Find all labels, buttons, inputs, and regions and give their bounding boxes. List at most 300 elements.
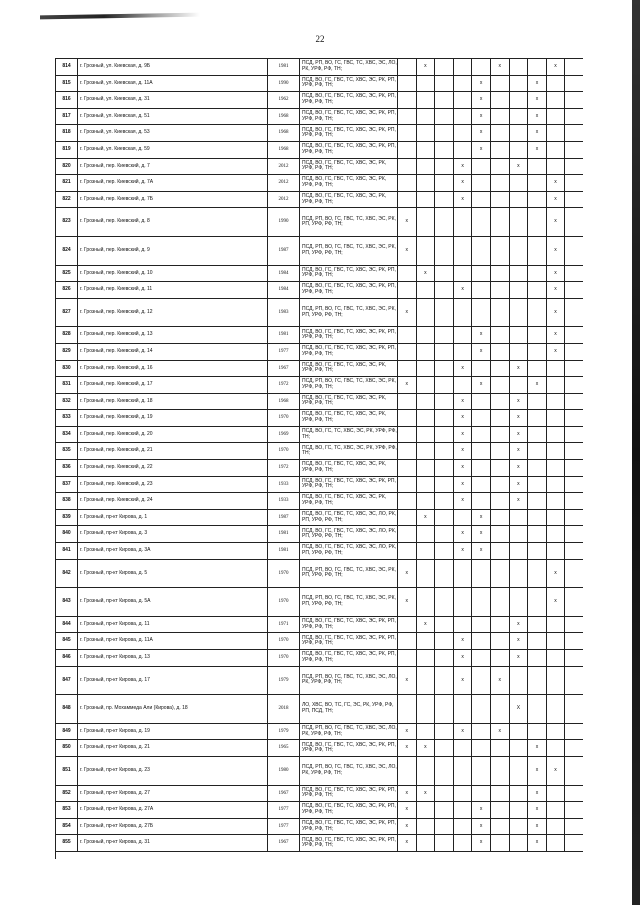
year-cell: 1968 bbox=[268, 142, 300, 158]
work-mark-cell bbox=[398, 282, 417, 298]
row-number: 843 bbox=[56, 588, 78, 616]
work-mark-cell bbox=[528, 543, 547, 559]
work-mark-cell bbox=[398, 427, 417, 443]
row-number: 834 bbox=[56, 427, 78, 443]
work-mark-cell bbox=[528, 192, 547, 208]
work-mark-cell: x bbox=[547, 59, 566, 75]
work-mark-cell bbox=[491, 526, 510, 542]
work-mark-cell bbox=[435, 757, 454, 785]
work-mark-cell: x bbox=[547, 588, 566, 616]
table-row bbox=[56, 142, 583, 159]
work-mark-cell bbox=[417, 526, 436, 542]
row-number: 829 bbox=[56, 344, 78, 360]
work-mark-cell bbox=[472, 394, 491, 410]
works-list-cell: ПСД, ВО, ГС, ГВС, ТС, ХВС, ЭС, РК, УРФ, РФ, ТН; bbox=[300, 410, 398, 426]
year-cell: 1987 bbox=[268, 510, 300, 526]
work-mark-cell bbox=[547, 460, 566, 476]
work-mark-cell bbox=[454, 617, 473, 633]
work-mark-cell bbox=[398, 633, 417, 649]
work-mark-cell bbox=[398, 159, 417, 175]
work-mark-cell bbox=[454, 819, 473, 835]
works-list-cell: ПСД, ВО, ГС, ГВС, ТС, ХВС, ЭС, РК, УРФ, РФ, ТН; bbox=[300, 159, 398, 175]
work-mark-cell bbox=[510, 59, 529, 75]
row-number: 835 bbox=[56, 443, 78, 459]
address-cell: г. Грозный, пр-кт Кирова, д. 5А bbox=[78, 588, 268, 616]
table-row bbox=[56, 695, 583, 724]
works-list-cell: ПСД, РП, ВО, ГС, ГВС, ТС, ХВС, ЭС, ЛО, РК, УРФ, РФ, ТН; bbox=[300, 724, 398, 740]
work-mark-cell bbox=[472, 175, 491, 191]
work-mark-cell bbox=[398, 192, 417, 208]
work-mark-cell bbox=[398, 650, 417, 666]
work-mark-cell bbox=[528, 299, 547, 327]
work-mark-cell bbox=[454, 125, 473, 141]
work-mark-cell bbox=[435, 377, 454, 393]
work-mark-cell bbox=[435, 427, 454, 443]
table-row bbox=[56, 526, 583, 543]
work-mark-cell bbox=[528, 159, 547, 175]
work-mark-cell: x bbox=[547, 282, 566, 298]
year-cell: 1981 bbox=[268, 327, 300, 343]
work-mark-cell bbox=[454, 835, 473, 851]
work-mark-cell bbox=[398, 695, 417, 723]
table-row bbox=[56, 109, 583, 126]
table-row bbox=[56, 724, 583, 741]
work-mark-cell bbox=[547, 410, 566, 426]
work-mark-cell: x bbox=[510, 633, 529, 649]
table-row bbox=[56, 633, 583, 650]
work-mark-cell bbox=[454, 786, 473, 802]
work-mark-cell: x bbox=[547, 175, 566, 191]
work-mark-cell bbox=[528, 394, 547, 410]
work-mark-cell bbox=[417, 724, 436, 740]
table-row bbox=[56, 175, 583, 192]
work-mark-cell bbox=[528, 510, 547, 526]
work-mark-cell: x bbox=[547, 266, 566, 282]
work-mark-cell bbox=[547, 819, 566, 835]
work-mark-cell bbox=[528, 208, 547, 236]
work-mark-cell: x bbox=[472, 377, 491, 393]
work-mark-cell bbox=[417, 299, 436, 327]
work-mark-cell bbox=[510, 724, 529, 740]
work-mark-cell bbox=[528, 344, 547, 360]
work-mark-cell bbox=[528, 175, 547, 191]
work-mark-cell bbox=[510, 835, 529, 851]
work-mark-cell: x bbox=[510, 427, 529, 443]
address-cell: г. Грозный, пр-кт Кирова, д. 23 bbox=[78, 757, 268, 785]
works-list-cell: ПСД, ВО, ГС, ГВС, ТС, ХВС, ЭС, РК, РП, УРФ, РФ, ТН; bbox=[300, 92, 398, 108]
work-mark-cell bbox=[472, 443, 491, 459]
work-mark-cell bbox=[435, 560, 454, 588]
table-row bbox=[56, 92, 583, 109]
work-mark-cell bbox=[398, 92, 417, 108]
table-row bbox=[56, 361, 583, 378]
work-mark-cell: x bbox=[510, 394, 529, 410]
work-mark-cell bbox=[547, 394, 566, 410]
year-cell: 1970 bbox=[268, 588, 300, 616]
row-number: 851 bbox=[56, 757, 78, 785]
year-cell: 1970 bbox=[268, 410, 300, 426]
work-mark-cell bbox=[417, 159, 436, 175]
work-mark-cell bbox=[491, 410, 510, 426]
works-list-cell: ПСД, ВО, ГС, ГВС, ТС, ХВС, ЭС, РК, РП, УРФ, РФ, ТН; bbox=[300, 786, 398, 802]
work-mark-cell bbox=[510, 299, 529, 327]
work-mark-cell bbox=[472, 282, 491, 298]
work-mark-cell bbox=[398, 443, 417, 459]
row-number: 852 bbox=[56, 786, 78, 802]
work-mark-cell bbox=[398, 125, 417, 141]
work-mark-cell bbox=[454, 109, 473, 125]
works-list-cell: ПСД, ВО, ГС, ГВС, ТС, ХВС, ЭС, РК, РП, УРФ, РФ, ТН; bbox=[300, 109, 398, 125]
work-mark-cell bbox=[528, 526, 547, 542]
table-row bbox=[56, 543, 583, 560]
work-mark-cell bbox=[472, 650, 491, 666]
work-mark-cell bbox=[472, 724, 491, 740]
address-cell: г. Грозный, пр-кт Кирова, д. 3А bbox=[78, 543, 268, 559]
year-cell: 1970 bbox=[268, 633, 300, 649]
work-mark-cell bbox=[398, 361, 417, 377]
work-mark-cell bbox=[510, 667, 529, 695]
works-list-cell: ПСД, ВО, ГС, ГВС, ТС, ХВС, ЭС, РК, РП, УРФ, РФ, ТН; bbox=[300, 633, 398, 649]
row-number: 822 bbox=[56, 192, 78, 208]
work-mark-cell: x bbox=[510, 617, 529, 633]
work-mark-cell bbox=[491, 617, 510, 633]
work-mark-cell: x bbox=[454, 477, 473, 493]
table-row bbox=[56, 667, 583, 696]
work-mark-cell bbox=[417, 92, 436, 108]
work-mark-cell: x bbox=[510, 460, 529, 476]
work-mark-cell: x bbox=[472, 344, 491, 360]
work-mark-cell bbox=[454, 560, 473, 588]
row-number: 833 bbox=[56, 410, 78, 426]
work-mark-cell bbox=[547, 617, 566, 633]
work-mark-cell bbox=[528, 460, 547, 476]
address-cell: г. Грозный, ул. Киевская, д. 31 bbox=[78, 92, 268, 108]
year-cell: 1980 bbox=[268, 757, 300, 785]
work-mark-cell bbox=[472, 299, 491, 327]
table-row bbox=[56, 327, 583, 344]
year-cell: 1969 bbox=[268, 427, 300, 443]
work-mark-cell bbox=[435, 510, 454, 526]
work-mark-cell bbox=[491, 266, 510, 282]
work-mark-cell bbox=[491, 802, 510, 818]
work-mark-cell bbox=[547, 510, 566, 526]
year-cell: 1967 bbox=[268, 786, 300, 802]
row-number: 850 bbox=[56, 740, 78, 756]
work-mark-cell bbox=[528, 327, 547, 343]
work-mark-cell bbox=[491, 786, 510, 802]
table-row bbox=[56, 282, 583, 299]
work-mark-cell bbox=[398, 493, 417, 509]
work-mark-cell bbox=[398, 526, 417, 542]
works-list-cell: ПСД, ВО, ГС, ГВС, ТС, ХВС, ЭС, РК, РП, УРФ, РФ, ТН; bbox=[300, 835, 398, 851]
work-mark-cell: x bbox=[472, 835, 491, 851]
work-mark-cell bbox=[472, 477, 491, 493]
work-mark-cell bbox=[547, 142, 566, 158]
table-row bbox=[56, 266, 583, 283]
work-mark-cell bbox=[435, 344, 454, 360]
year-cell: 1981 bbox=[268, 59, 300, 75]
work-mark-cell bbox=[528, 477, 547, 493]
work-mark-cell: x bbox=[472, 142, 491, 158]
work-mark-cell bbox=[417, 757, 436, 785]
work-mark-cell bbox=[435, 59, 454, 75]
page-number: 22 bbox=[315, 34, 325, 44]
work-mark-cell bbox=[528, 724, 547, 740]
works-list-cell: ПСД, ВО, ГС, ГВС, ТС, ХВС, ЭС, РК, РП, УРФ, РФ, ТН; bbox=[300, 327, 398, 343]
year-cell: 1970 bbox=[268, 443, 300, 459]
work-mark-cell: x bbox=[528, 819, 547, 835]
work-mark-cell: x bbox=[398, 835, 417, 851]
works-list-cell: ПСД, ВО, ГС, ГВС, ТС, ХВС, ЭС, РК, УРФ, РФ, ТН; bbox=[300, 361, 398, 377]
works-list-cell: ПСД, ВО, ГС, ГВС, ТС, ХВС, ЭС, РК, РП, УРФ, РФ, ТН; bbox=[300, 617, 398, 633]
year-cell: 1970 bbox=[268, 560, 300, 588]
work-mark-cell: x bbox=[454, 427, 473, 443]
work-mark-cell bbox=[510, 543, 529, 559]
work-mark-cell bbox=[435, 361, 454, 377]
table-row bbox=[56, 344, 583, 361]
work-mark-cell bbox=[454, 588, 473, 616]
row-number: 836 bbox=[56, 460, 78, 476]
work-mark-cell bbox=[547, 526, 566, 542]
work-mark-cell bbox=[398, 109, 417, 125]
work-mark-cell bbox=[435, 835, 454, 851]
work-mark-cell bbox=[491, 327, 510, 343]
work-mark-cell bbox=[472, 237, 491, 265]
work-mark-cell bbox=[417, 650, 436, 666]
work-mark-cell bbox=[435, 394, 454, 410]
work-mark-cell bbox=[491, 377, 510, 393]
work-mark-cell bbox=[547, 650, 566, 666]
work-mark-cell: x bbox=[528, 125, 547, 141]
work-mark-cell bbox=[510, 819, 529, 835]
work-mark-cell bbox=[547, 427, 566, 443]
year-cell: 1962 bbox=[268, 92, 300, 108]
work-mark-cell bbox=[547, 76, 566, 92]
works-list-cell: ЛО, ХВС, ВО, ТС, ГС, ЭС, РК, УРФ, РФ, РП, ПСД, ТН; bbox=[300, 695, 398, 723]
work-mark-cell bbox=[454, 299, 473, 327]
work-mark-cell bbox=[491, 633, 510, 649]
work-mark-cell: x bbox=[491, 59, 510, 75]
works-list-cell: ПСД, ВО, ГС, ГВС, ТС, ХВС, ЭС, ЛО, РК, РП, УРФ, РФ, ТН; bbox=[300, 526, 398, 542]
work-mark-cell: x bbox=[398, 237, 417, 265]
work-mark-cell bbox=[528, 59, 547, 75]
work-mark-cell bbox=[547, 667, 566, 695]
work-mark-cell bbox=[547, 835, 566, 851]
table-row bbox=[56, 208, 583, 237]
row-number: 844 bbox=[56, 617, 78, 633]
work-mark-cell bbox=[528, 282, 547, 298]
work-mark-cell: x bbox=[510, 493, 529, 509]
work-mark-cell bbox=[547, 361, 566, 377]
works-list-cell: ПСД, ВО, ГС, ГВС, ТС, ХВС, ЭС, РК, РП, УРФ, РФ, ТН; bbox=[300, 344, 398, 360]
row-number: 848 bbox=[56, 695, 78, 723]
work-mark-cell bbox=[510, 282, 529, 298]
work-mark-cell bbox=[417, 633, 436, 649]
work-mark-cell bbox=[435, 327, 454, 343]
work-mark-cell: x bbox=[454, 543, 473, 559]
address-cell: г. Грозный, пр-кт Кирова, д. 27А bbox=[78, 802, 268, 818]
work-mark-cell: x bbox=[454, 361, 473, 377]
work-mark-cell bbox=[417, 125, 436, 141]
work-mark-cell bbox=[547, 477, 566, 493]
work-mark-cell: x bbox=[547, 299, 566, 327]
work-mark-cell bbox=[510, 377, 529, 393]
work-mark-cell: x bbox=[472, 819, 491, 835]
row-number: 824 bbox=[56, 237, 78, 265]
work-mark-cell: x bbox=[454, 460, 473, 476]
work-mark-cell bbox=[435, 159, 454, 175]
work-mark-cell bbox=[472, 588, 491, 616]
work-mark-cell bbox=[547, 633, 566, 649]
works-list-cell: ПСД, ВО, ГС, ГВС, ТС, ХВС, ЭС, ЛО, РК, РП, УРФ, РФ, ТН; bbox=[300, 543, 398, 559]
work-mark-cell bbox=[417, 667, 436, 695]
work-mark-cell: x bbox=[547, 208, 566, 236]
work-mark-cell: x bbox=[454, 282, 473, 298]
row-number: 832 bbox=[56, 394, 78, 410]
table-row bbox=[56, 510, 583, 527]
work-mark-cell: x bbox=[510, 477, 529, 493]
year-cell: 1970 bbox=[268, 650, 300, 666]
work-mark-cell bbox=[417, 142, 436, 158]
year-cell: 1977 bbox=[268, 802, 300, 818]
work-mark-cell bbox=[417, 477, 436, 493]
address-cell: г. Грозный, пер. Киевский, д. 12 bbox=[78, 299, 268, 327]
work-mark-cell bbox=[435, 695, 454, 723]
year-cell: 1977 bbox=[268, 344, 300, 360]
table-row bbox=[56, 802, 583, 819]
work-mark-cell bbox=[472, 786, 491, 802]
work-mark-cell bbox=[435, 786, 454, 802]
work-mark-cell bbox=[491, 237, 510, 265]
work-mark-cell bbox=[454, 510, 473, 526]
table-row bbox=[56, 819, 583, 836]
year-cell: 1968 bbox=[268, 109, 300, 125]
work-mark-cell: x bbox=[472, 109, 491, 125]
work-mark-cell: x bbox=[398, 802, 417, 818]
address-cell: г. Грозный, пер. Киевский, д. 7А bbox=[78, 175, 268, 191]
work-mark-cell bbox=[472, 59, 491, 75]
work-mark-cell bbox=[398, 410, 417, 426]
year-cell: 1984 bbox=[268, 266, 300, 282]
work-mark-cell bbox=[454, 208, 473, 236]
work-mark-cell: x bbox=[528, 92, 547, 108]
work-mark-cell: x bbox=[454, 159, 473, 175]
row-number: 820 bbox=[56, 159, 78, 175]
table-row bbox=[56, 237, 583, 266]
works-list-cell: ПСД, ВО, ГС, ГВС, ТС, ХВС, ЭС, РК, РП, УРФ, РФ, ТН; bbox=[300, 125, 398, 141]
work-mark-cell bbox=[417, 76, 436, 92]
work-mark-cell bbox=[491, 76, 510, 92]
work-mark-cell bbox=[398, 327, 417, 343]
year-cell: 2012 bbox=[268, 175, 300, 191]
work-mark-cell bbox=[491, 394, 510, 410]
works-list-cell: ПСД, ВО, ГС, ТС, ХВС, ЭС, РК, УРФ, РФ, ТН; bbox=[300, 443, 398, 459]
works-list-cell: ПСД, РП, ВО, ГС, ГВС, ТС, ХВС, ЭС, ЛО, РК, УРФ, РФ, ТН; bbox=[300, 59, 398, 75]
table-row bbox=[56, 377, 583, 394]
row-number: 830 bbox=[56, 361, 78, 377]
work-mark-cell bbox=[398, 344, 417, 360]
table-row bbox=[56, 59, 583, 76]
work-mark-cell bbox=[435, 802, 454, 818]
works-list-cell: ПСД, ВО, ГС, ГВС, ТС, ХВС, ЭС, РК, УРФ, РФ, ТН; bbox=[300, 175, 398, 191]
work-mark-cell bbox=[417, 802, 436, 818]
work-mark-cell: x bbox=[417, 617, 436, 633]
work-mark-cell bbox=[435, 633, 454, 649]
works-list-cell: ПСД, ВО, ГС, ГВС, ТС, ХВС, ЭС, ЛО, РК, РП, УРФ, РФ, ТН; bbox=[300, 510, 398, 526]
works-list-cell: ПСД, РП, ВО, ГС, ГВС, ТС, ХВС, ЭС, РК, РП, УРФ, РФ, ТН; bbox=[300, 237, 398, 265]
work-mark-cell: x bbox=[454, 493, 473, 509]
work-mark-cell bbox=[510, 142, 529, 158]
work-mark-cell bbox=[491, 159, 510, 175]
address-cell: г. Грозный, пер. Киевский, д. 16 bbox=[78, 361, 268, 377]
works-list-cell: ПСД, ВО, ГС, ГВС, ТС, ХВС, ЭС, РК, РП, УРФ, РФ, ТН; bbox=[300, 76, 398, 92]
work-mark-cell: x bbox=[491, 724, 510, 740]
work-mark-cell bbox=[417, 377, 436, 393]
row-number: 818 bbox=[56, 125, 78, 141]
work-mark-cell: x bbox=[528, 142, 547, 158]
work-mark-cell bbox=[491, 650, 510, 666]
work-mark-cell bbox=[417, 493, 436, 509]
work-mark-cell: x bbox=[417, 786, 436, 802]
row-number: 814 bbox=[56, 59, 78, 75]
work-mark-cell bbox=[398, 142, 417, 158]
works-list-cell: ПСД, ВО, ГС, ГВС, ТС, ХВС, ЭС, РК, РП, УРФ, РФ, ТН; bbox=[300, 650, 398, 666]
work-mark-cell bbox=[435, 410, 454, 426]
row-number: 827 bbox=[56, 299, 78, 327]
work-mark-cell bbox=[398, 477, 417, 493]
work-mark-cell bbox=[528, 237, 547, 265]
address-cell: г. Грозный, пер. Киевский, д. 21 bbox=[78, 443, 268, 459]
table-row bbox=[56, 427, 583, 444]
work-mark-cell: x bbox=[547, 192, 566, 208]
work-mark-cell: x bbox=[454, 526, 473, 542]
work-mark-cell: x bbox=[398, 740, 417, 756]
work-mark-cell bbox=[491, 460, 510, 476]
address-cell: г. Грозный, пер. Киевский, д. 18 bbox=[78, 394, 268, 410]
work-mark-cell bbox=[435, 237, 454, 265]
work-mark-cell: x bbox=[547, 757, 566, 785]
work-mark-cell bbox=[398, 266, 417, 282]
year-cell: 2012 bbox=[268, 159, 300, 175]
works-list-cell: ПСД, ВО, ГС, ГВС, ТС, ХВС, ЭС, РК, УРФ, РФ, ТН; bbox=[300, 460, 398, 476]
work-mark-cell bbox=[528, 695, 547, 723]
works-list-cell: ПСД, РП, ВО, ГС, ГВС, ТС, ХВС, ЭС, РК, РП, УРФ, РФ, ТН; bbox=[300, 299, 398, 327]
address-cell: г. Грозный, пр-кт Кирова, д. 11 bbox=[78, 617, 268, 633]
work-mark-cell bbox=[472, 427, 491, 443]
address-cell: г. Грозный, пр-кт Кирова, д. 19 bbox=[78, 724, 268, 740]
work-mark-cell bbox=[472, 493, 491, 509]
work-mark-cell bbox=[472, 460, 491, 476]
address-cell: г. Грозный, пр-кт Кирова, д. 17 bbox=[78, 667, 268, 695]
table-row bbox=[56, 410, 583, 427]
work-mark-cell bbox=[491, 344, 510, 360]
work-mark-cell bbox=[398, 617, 417, 633]
works-list-cell: ПСД, ВО, ГС, ГВС, ТС, ХВС, ЭС, РК, РП, УРФ, РФ, ТН; bbox=[300, 282, 398, 298]
work-mark-cell: x bbox=[454, 443, 473, 459]
work-mark-cell: x bbox=[528, 76, 547, 92]
work-mark-cell bbox=[454, 76, 473, 92]
year-cell: 1983 bbox=[268, 299, 300, 327]
row-number: 823 bbox=[56, 208, 78, 236]
work-mark-cell bbox=[435, 740, 454, 756]
work-mark-cell bbox=[435, 92, 454, 108]
work-mark-cell: x bbox=[547, 237, 566, 265]
work-mark-cell bbox=[472, 361, 491, 377]
work-mark-cell bbox=[435, 125, 454, 141]
work-mark-cell: x bbox=[417, 266, 436, 282]
work-mark-cell bbox=[547, 543, 566, 559]
work-mark-cell bbox=[435, 819, 454, 835]
